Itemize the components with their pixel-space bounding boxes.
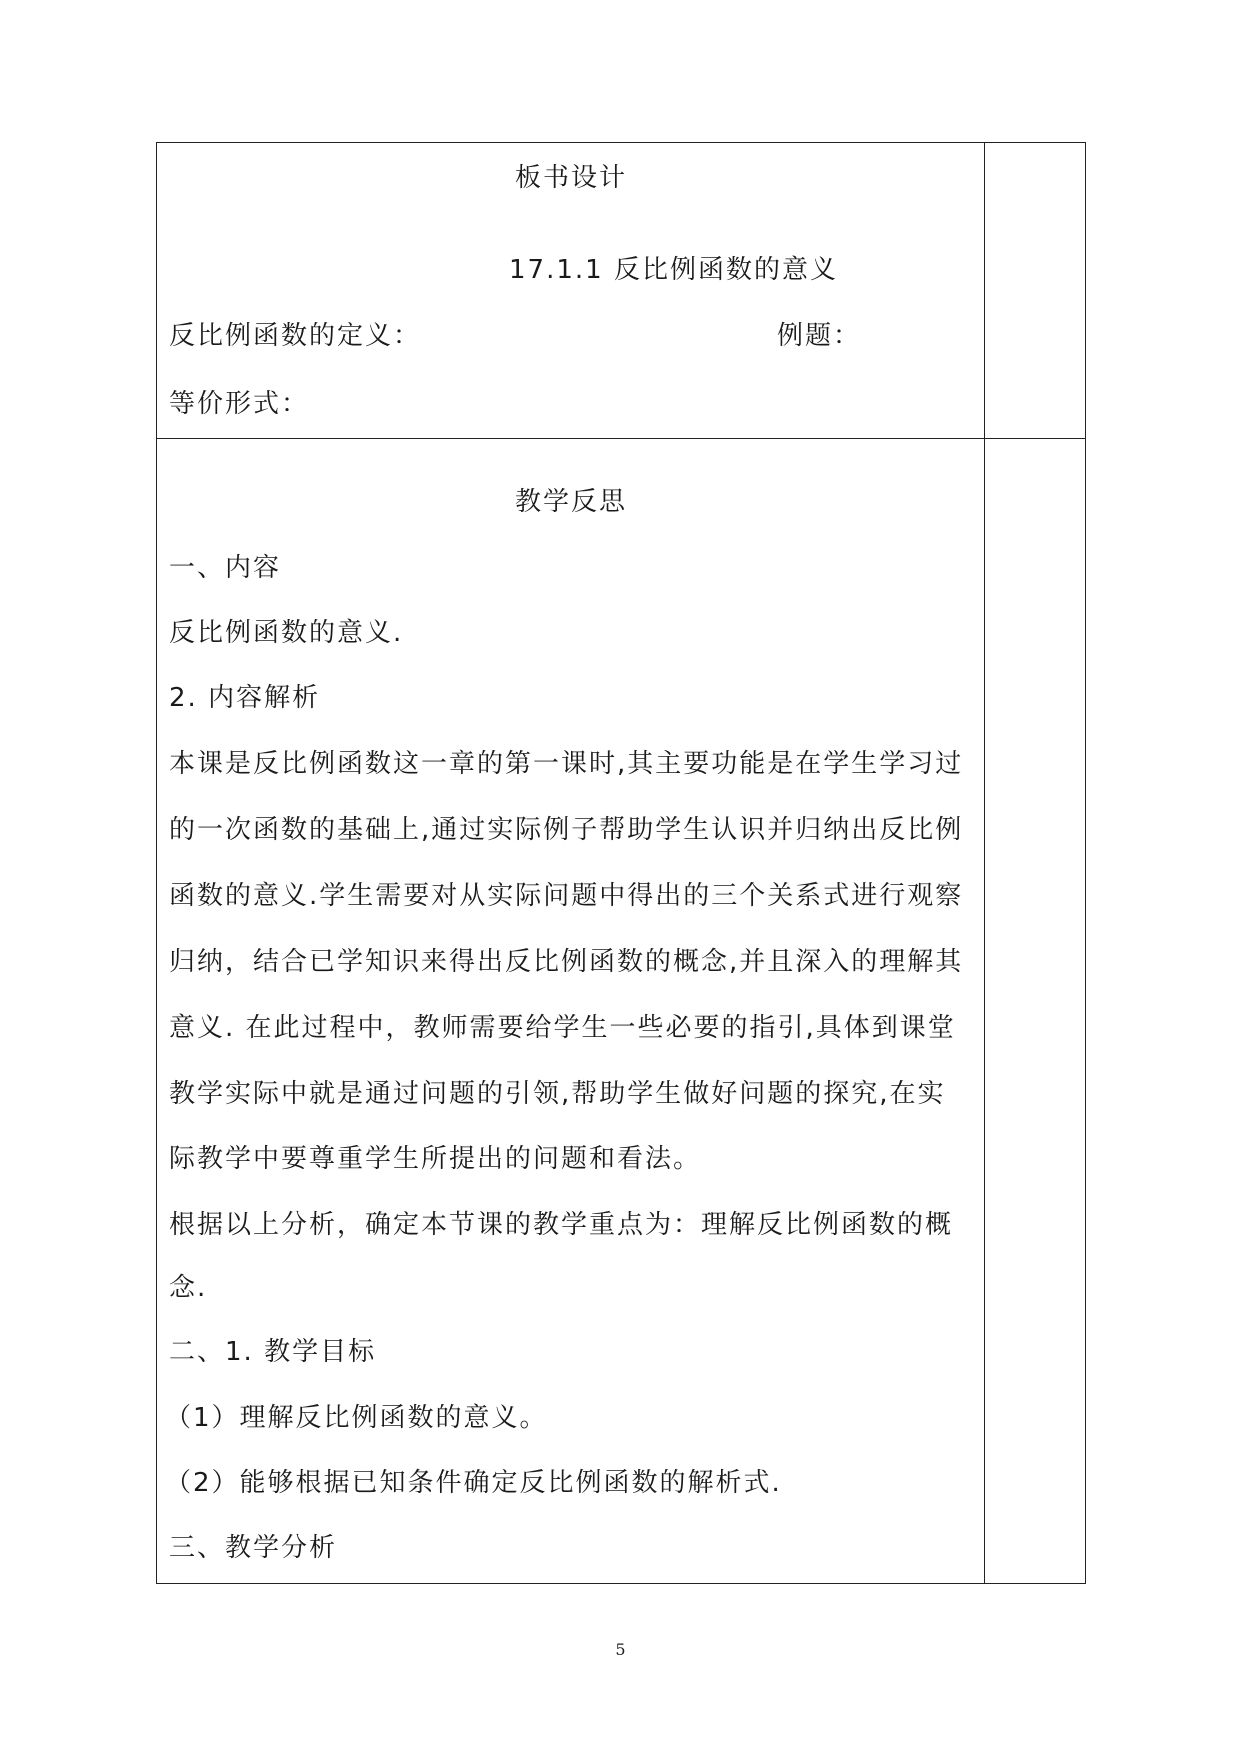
- definition-label: 反比例函数的定义：: [169, 321, 422, 351]
- paragraph-line: 念.: [169, 1273, 208, 1303]
- paragraph-line: 意义. 在此过程中，教师需要给学生一些必要的指引,具体到课堂: [169, 1013, 956, 1043]
- section-teaching-analysis: 三、教学分析: [169, 1533, 338, 1563]
- reflection-row: [157, 438, 1085, 1583]
- board-design-subtitle: 17.1.1 反比例函数的意义: [509, 255, 838, 285]
- paragraph-line: 教学实际中就是通过问题的引领,帮助学生做好问题的探究,在实: [169, 1079, 946, 1109]
- section-teaching-goals: 二、1. 教学目标: [169, 1337, 377, 1367]
- goal-item: （2）能够根据已知条件确定反比例函数的解析式.: [165, 1468, 782, 1498]
- section-content: 一、内容: [169, 553, 282, 583]
- paragraph-line: 归纳，结合已学知识来得出反比例函数的概念,并且深入的理解其: [169, 947, 964, 977]
- equivalent-form-label: 等价形式：: [169, 389, 310, 419]
- board-design-heading: 板书设计: [514, 163, 627, 193]
- paragraph-line: 反比例函数的意义.: [169, 618, 404, 648]
- goal-item: （1）理解反比例函数的意义。: [165, 1403, 548, 1433]
- board-design-side-cell: [985, 143, 1085, 438]
- section-content-analysis: 2. 内容解析: [169, 683, 321, 713]
- reflection-side-cell: [985, 439, 1085, 1583]
- paragraph-line: 的一次函数的基础上,通过实际例子帮助学生认识并归纳出反比例: [169, 815, 964, 845]
- paragraph-line: 际教学中要尊重学生所提出的问题和看法。: [169, 1144, 702, 1174]
- reflection-heading: 教学反思: [514, 487, 627, 517]
- lesson-table: [156, 142, 1086, 1584]
- example-label: 例题：: [777, 321, 862, 351]
- reflection-cell: [157, 439, 985, 1583]
- paragraph-line: 本课是反比例函数这一章的第一课时,其主要功能是在学生学习过: [169, 749, 964, 779]
- paragraph-line: 函数的意义.学生需要对从实际问题中得出的三个关系式进行观察: [169, 881, 964, 911]
- page-number: 5: [615, 1640, 626, 1659]
- board-design-row: [157, 143, 1085, 438]
- board-design-cell: [157, 143, 985, 438]
- paragraph-line: 根据以上分析，确定本节课的教学重点为：理解反比例函数的概: [169, 1210, 954, 1240]
